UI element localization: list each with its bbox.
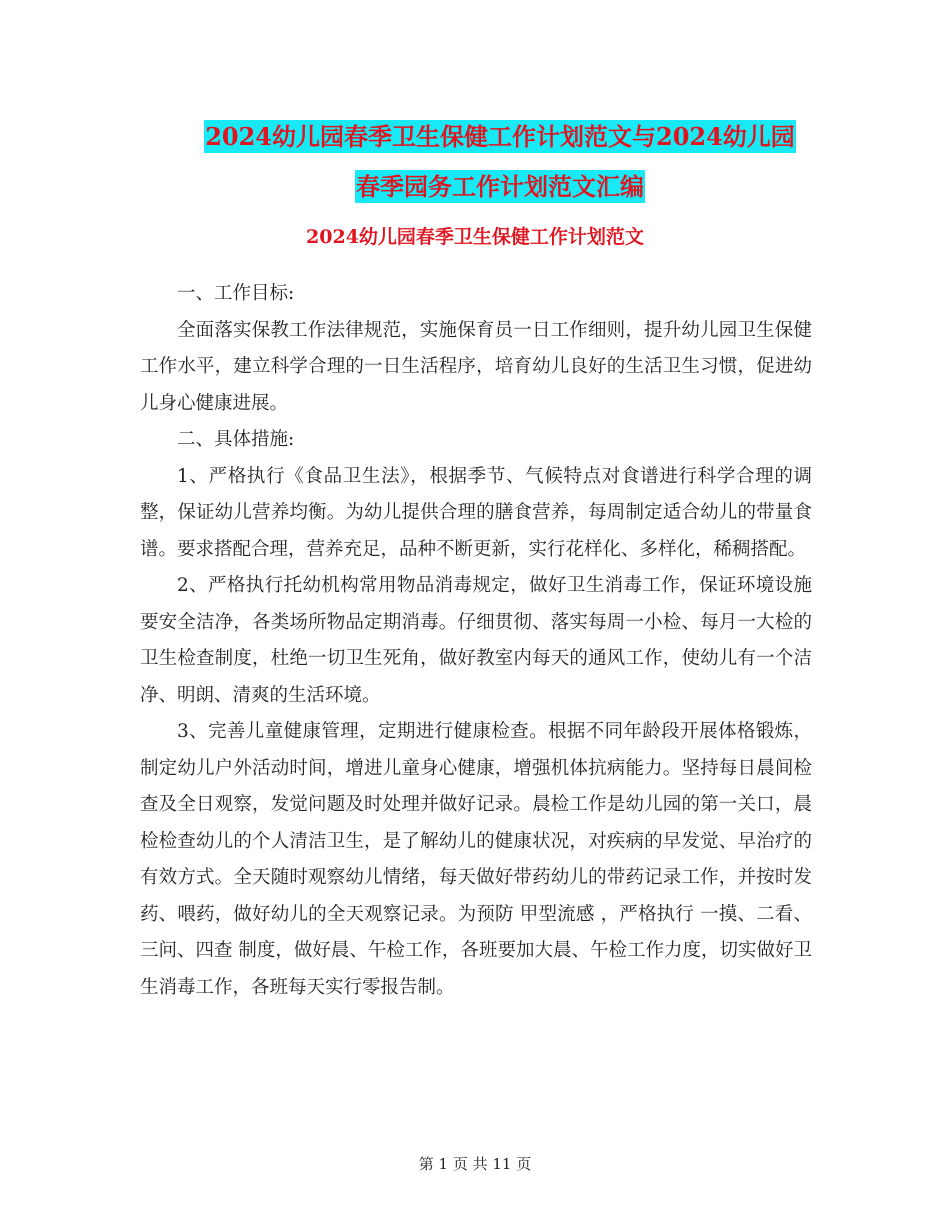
page-footer: 第 1 页 共 11 页 — [418, 1155, 532, 1173]
paragraph-measure-3: 3、完善儿童健康管理，定期进行健康检查。根据不同年龄段开展体格锻炼，制定幼儿户外活动时间，增进儿童身心健康，增强机体抗病能力。坚持每日晨间检查及全日观察，发觉问题及时处理并做好记录。晨检工作是幼儿园的第一关口，晨检检查幼儿的个人清洁卫生，是了解幼儿的健康状况，对疾病的早发觉、早治疗的有效方式。全天随时观察幼儿情绪，每天做好带药幼儿的带药记录工作，并按时发药、喂药，做好幼儿的全天观察记录。为预防 甲型流感 ，严格执行 一摸、二看、三问、四查 制度，做好晨、午检工作，各班要加大晨、午检工作力度，切实做好卫生消毒工作，各班每天实行零报告制。 — [140, 721, 812, 998]
title-line-1: 2024幼儿园春季卫生保健工作计划范文与2024幼儿园 — [205, 122, 795, 151]
paragraph-measure-1: 1、严格执行《食品卫生法》，根据季节、气候特点对食谱进行科学合理的调整，保证幼儿营养均衡。为幼儿提供合理的膳食营养，每周制定适合幼儿的带量食谱。要求搭配合理，营养充足，品种不断更新，实行花样化、多样化，稀稠搭配。 — [140, 465, 812, 560]
heading-measures: 二、具体措施: — [177, 429, 295, 450]
title-line-2: 春季园务工作计划范文汇编 — [356, 172, 644, 201]
document-title — [120, 112, 880, 212]
paragraph-goals: 全面落实保教工作法律规范，实施保育员一日工作细则，提升幼儿园卫生保健工作水平，建立科学合理的一日生活程序，培育幼儿良好的生活卫生习惯，促进幼儿身心健康进展。 — [140, 319, 812, 414]
heading-work-goals: 一、工作目标: — [177, 283, 295, 304]
section-title: 2024幼儿园春季卫生保健工作计划范文 — [306, 226, 644, 248]
paragraph-measure-2: 2、严格执行托幼机构常用物品消毒规定，做好卫生消毒工作，保证环境设施要安全洁净，各类场所物品定期消毒。仔细贯彻、落实每周一小检、每月一大检的卫生检查制度，杜绝一切卫生死角，做好教室内每天的通风工作，使幼儿有一个洁净、明朗、清爽的生活环境。 — [140, 575, 812, 706]
document-body — [140, 276, 812, 1006]
